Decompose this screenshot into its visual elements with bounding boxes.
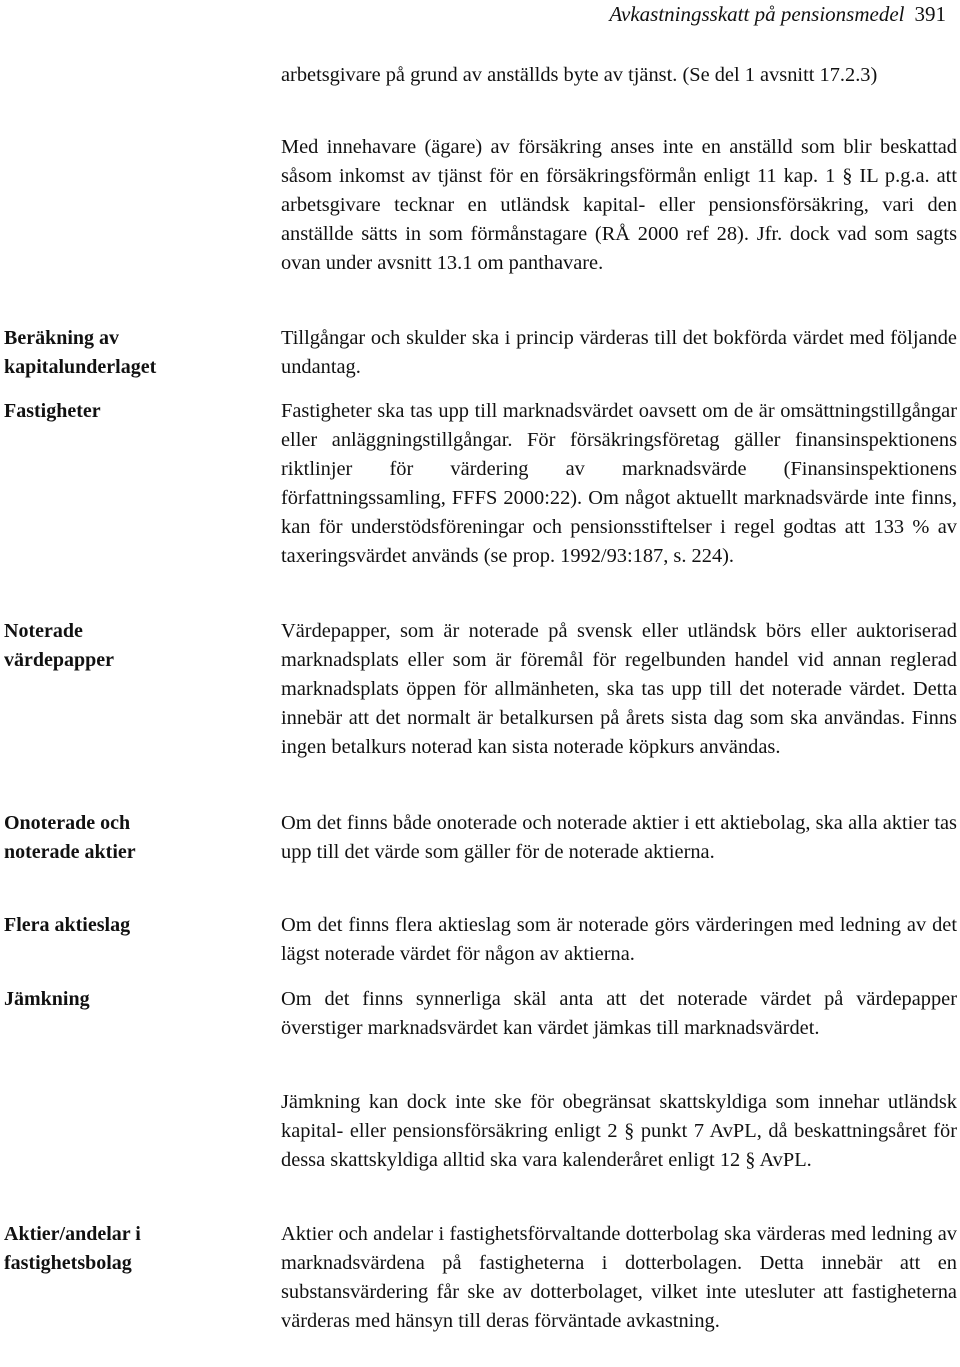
margin-note-berakning: Beräkning av kapitalunderlaget <box>4 327 157 378</box>
margin-note-jamkning: Jämkning <box>4 988 90 1010</box>
running-header <box>609 2 946 27</box>
paragraph-aktier-andelar: Aktier och andelar i fastighetsförvaltande dotterbolag ska värderas med ledning av marknadsvärdena på fastigheterna i dotterbolagen. Detta innebär att en substansvärdering får ske av dotterbolaget, vilket inte utesluter att fastigheterna värderas med hänsyn till deras förväntade avkastning. <box>281 1223 957 1332</box>
header-title: Avkastningsskatt på pensionsmedel <box>609 2 905 26</box>
margin-note-onoterade-och-noterade: Onoterade och noterade aktier <box>4 812 136 863</box>
paragraph-fastigheter: Fastigheter ska tas upp till marknadsvärdet oavsett om de är omsättningstillgångar eller anläggningstillgångar. För försäkringsföretag gäller finansinspektionens riktlinjer för värdering av marknadsvärde (Finansinspektionens författningssamling, FFFS 2000:22). Om något aktuellt marknadsvärde inte finns, kan för understödsföreningar och pensionsstiftelser i regel godtas att 133 % av taxeringsvärdet används (se prop. 1992/93:187, s. 224). <box>281 400 957 567</box>
paragraph-onoterade: Om det finns både onoterade och noterade aktier i ett aktiebolag, ska alla aktier tas upp till det värde som gäller för de noterade aktierna. <box>281 812 957 863</box>
paragraph-vardepapper: Värdepapper, som är noterade på svensk eller utländsk börs eller auktoriserad marknadsplats eller som är föremål för regelbunden handel vid annan reglerad marknadsplats öppen för allmänheten, ska tas upp till det noterade värdet. Detta innebär att det normalt är betalkursen på årets sista dag som ska användas. Finns ingen betalkurs noterad kan sista noterade köpkurs användas. <box>281 620 957 758</box>
paragraph-jamkning: Jämkning kan dock inte ske för obegränsat skattskyldiga som innehar utländsk kapital- eller pensionsförsäkring enligt 2 § punkt 7 AvPL, då beskattningsåret för dessa skattskyldiga alltid ska vara kalenderåret enligt 12 § AvPL. <box>281 1091 957 1171</box>
paragraph-flera-aktieslag: Om det finns flera aktieslag som är noterade görs värderingen med ledning av det lägst noterade värdet för någon av aktierna. <box>281 914 957 965</box>
paragraph-tillgangar: Tillgångar och skulder ska i princip värderas till det bokförda värdet med följande undantag. <box>281 327 957 378</box>
paragraph-innehavare: Med innehavare (ägare) av försäkring anses inte en anställd som blir beskattad såsom inkomst av tjänst för en försäkringsförmån enligt 11 kap. 1 § IL p.g.a. att arbetsgivare tecknar en utländsk kapital- eller pensionsförsäkring, vari den anställde sätts in som förmånstagare (RÅ 2000 ref 28). Jfr. dock vad som sagts ovan under avsnitt 13.1 om panthavare. <box>281 136 957 274</box>
margin-note-noterade-vardepapper: Noterade värdepapper <box>4 620 114 671</box>
paragraph-synnerliga-skal: Om det finns synnerliga skäl anta att det noterade värdet på värdepapper överstiger marknadsvärdet kan värdet jämkas till marknadsvärdet. <box>281 988 957 1039</box>
margin-note-flera-aktieslag: Flera aktieslag <box>4 914 131 936</box>
margin-note-fastigheter: Fastigheter <box>4 400 101 422</box>
paragraph-arbetsgivare: arbetsgivare på grund av anställds byte av tjänst. (Se del 1 avsnitt 17.2.3) <box>281 64 878 86</box>
page-number: 391 <box>914 2 946 26</box>
margin-note-aktier-andelar: Aktier/andelar i fastighetsbolag <box>4 1223 141 1274</box>
